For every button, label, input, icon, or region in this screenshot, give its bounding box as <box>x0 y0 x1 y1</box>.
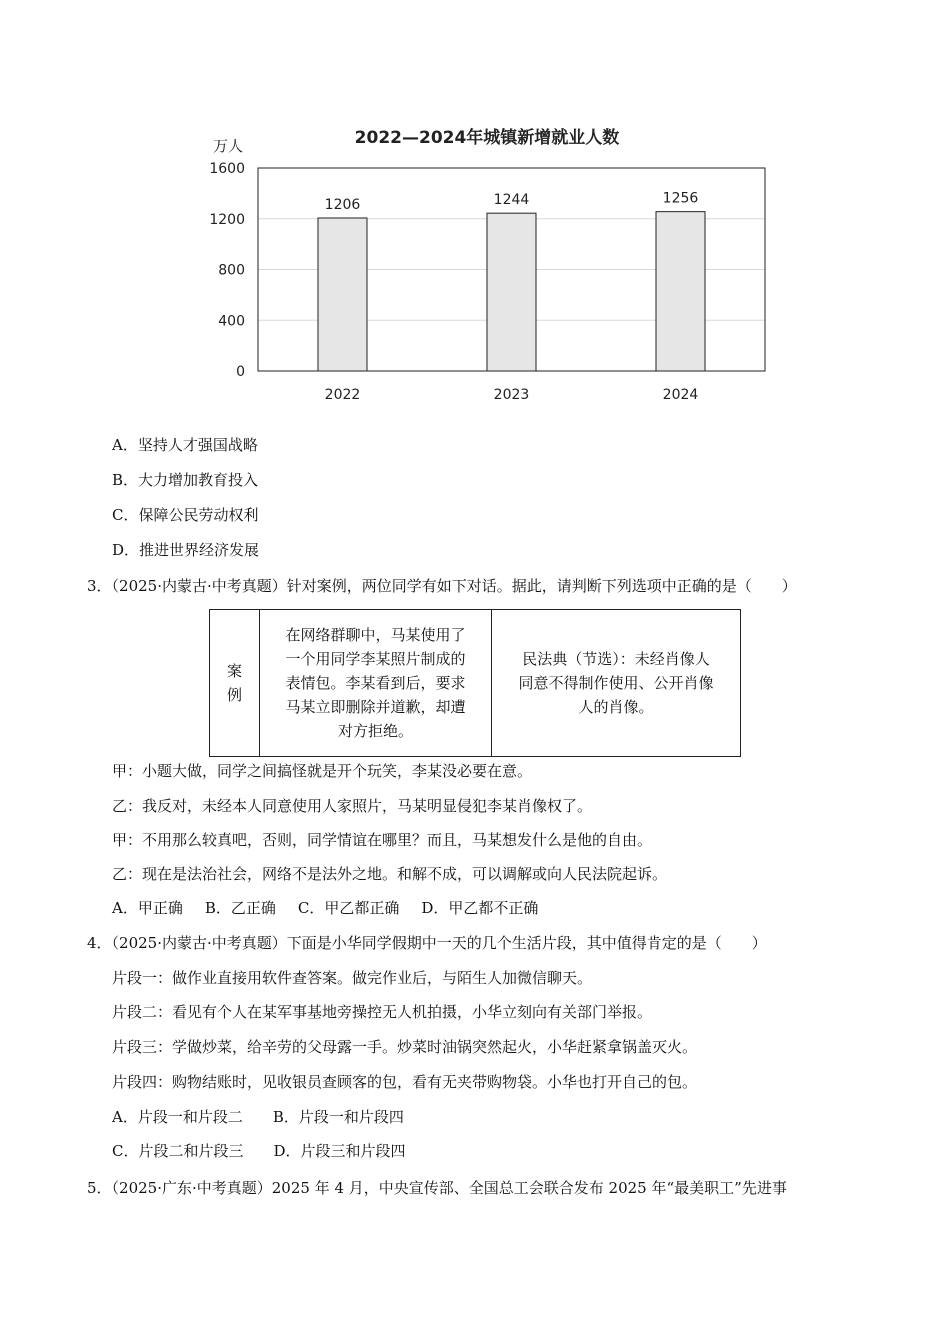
case-label-cell <box>210 610 260 757</box>
law-excerpt-cell <box>492 610 741 757</box>
q4-fragment: 片段三：学做炒菜，给辛劳的父母露一手。炒菜时油锅突然起火，小华赶紧拿锅盖灭火。 <box>112 1038 698 1056</box>
q4-option-a[interactable]: A．片段一和片段二 <box>112 1108 243 1126</box>
y-tick-label: 400 <box>218 313 245 330</box>
q4-option-c[interactable]: C．片段二和片段三 <box>112 1142 244 1160</box>
q4-option-b[interactable]: B．片段一和片段四 <box>272 1108 404 1126</box>
case-line: 表情包。李某看到后，要求 <box>285 674 466 692</box>
case-line: 对方拒绝。 <box>337 722 413 740</box>
bar <box>656 212 705 371</box>
q4-options-row1 <box>112 1107 404 1127</box>
bar <box>318 218 367 371</box>
q3-option-d[interactable]: D．甲乙都不正确 <box>421 899 539 917</box>
case-table <box>209 609 741 757</box>
q2-option-c[interactable]: C．保障公民劳动权利 <box>112 506 259 524</box>
case-label-line: 案 <box>226 662 242 680</box>
q5-stem: 5．（2025·广东·中考真题）2025 年 4 月，中央宣传部、全国总工会联合发布 2025 年“最美职工”先进事 <box>87 1179 787 1197</box>
q2-option-b[interactable]: B．大力增加教育投入 <box>112 471 259 489</box>
q2-option-a[interactable]: A．坚持人才强国战略 <box>112 436 258 454</box>
y-axis-label: 万人 <box>212 137 244 155</box>
q3-options <box>112 898 538 918</box>
law-line: 民法典（节选）：未经肖像人 <box>522 650 710 668</box>
y-tick-label: 1200 <box>209 211 245 228</box>
q4-fragment: 片段一：做作业直接用软件查答案。做完作业后，与陌生人加微信聊天。 <box>112 969 593 987</box>
x-tick-label: 2023 <box>493 387 530 403</box>
q4-option-d[interactable]: D．片段三和片段四 <box>273 1142 406 1160</box>
bar-value-label: 1206 <box>324 196 361 213</box>
y-tick-label: 800 <box>218 262 245 279</box>
q3-option-a[interactable]: A．甲正确 <box>112 899 183 917</box>
x-tick-label: 2022 <box>324 387 361 403</box>
y-tick-label: 1600 <box>209 161 245 177</box>
bar-value-label: 1256 <box>662 190 699 207</box>
case-line: 马某立即删除并道歉，却遭 <box>285 698 466 716</box>
case-line: 在网络群聊中，马某使用了 <box>285 626 466 644</box>
chart-title: 2022—2024年城镇新增就业人数 <box>354 128 620 148</box>
q3-dialogue-line: 乙：我反对，未经本人同意使用人家照片，马某明显侵犯李某肖像权了。 <box>112 797 593 815</box>
y-tick-label: 0 <box>236 364 245 380</box>
q4-options-row2 <box>112 1141 406 1161</box>
x-tick-label: 2024 <box>662 387 699 403</box>
bar-value-label: 1244 <box>493 192 530 209</box>
q3-dialogue-line: 乙：现在是法治社会，网络不是法外之地。和解不成，可以调解或向人民法院起诉。 <box>112 865 668 883</box>
law-line: 人的肖像。 <box>578 698 654 716</box>
q4-stem: 4．（2025·内蒙古·中考真题）下面是小华同学假期中一天的几个生活片段，其中值得肯定的是（ ） <box>87 934 767 952</box>
case-description-cell <box>260 610 492 757</box>
q3-option-b[interactable]: B．乙正确 <box>204 899 276 917</box>
q3-stem: 3．（2025·内蒙古·中考真题）针对案例，两位同学有如下对话。据此，请判断下列选项中正确的是（ ） <box>87 577 797 595</box>
q3-dialogue-line: 甲：不用那么较真吧，否则，同学情谊在哪里？而且，马某想发什么是他的自由。 <box>112 831 653 849</box>
q2-option-d[interactable]: D．推进世界经济发展 <box>112 541 260 559</box>
q4-fragment: 片段四：购物结账时，见收银员查顾客的包，看有无夹带购物袋。小华也打开自己的包。 <box>112 1073 698 1091</box>
bar <box>487 213 536 371</box>
case-label-line: 例 <box>226 686 242 704</box>
case-line: 一个用同学李某照片制成的 <box>285 650 466 668</box>
q3-option-c[interactable]: C．甲乙都正确 <box>297 899 400 917</box>
law-line: 同意不得制作使用、公开肖像 <box>518 674 714 692</box>
q3-dialogue-line: 甲：小题大做，同学之间搞怪就是开个玩笑，李某没必要在意。 <box>112 762 533 780</box>
bar-chart <box>200 118 780 410</box>
q4-fragment: 片段二：看见有个人在某军事基地旁操控无人机拍摄，小华立刻向有关部门举报。 <box>112 1003 653 1021</box>
